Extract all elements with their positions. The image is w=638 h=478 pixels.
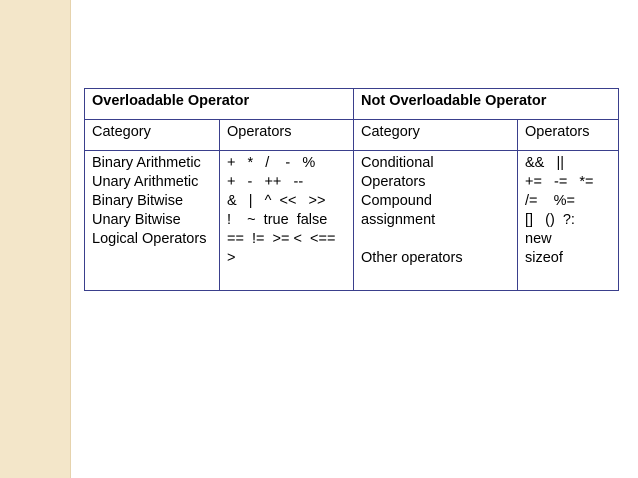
subheader-category-overloadable: Category: [85, 120, 220, 151]
category-item: Operators: [361, 174, 426, 190]
operator-line: /= %=: [525, 193, 575, 209]
overloadable-operators-cell: [220, 151, 354, 291]
spacer: [361, 230, 510, 249]
operator-line: += -= *=: [525, 174, 594, 190]
operator-line: && ||: [525, 155, 564, 171]
category-item: Logical Operators: [92, 231, 207, 247]
category-item: Binary Bitwise: [92, 193, 184, 209]
subheader-operators-not-overloadable: Operators: [518, 120, 619, 151]
operator-line: [] () ?:: [525, 212, 575, 228]
subheader-category-not-overloadable: Category: [354, 120, 518, 151]
category-item: Compound: [361, 193, 432, 209]
left-decorative-bar: [0, 0, 71, 478]
operator-table: [84, 88, 619, 291]
table-subheader-row: [85, 120, 619, 151]
overloadable-categories-cell: [85, 151, 220, 291]
slide: [72, 0, 638, 478]
table-body-row: [85, 151, 619, 291]
operator-line: new: [525, 231, 552, 247]
category-item: Other operators: [361, 250, 463, 266]
category-item: Binary Arithmetic: [92, 155, 201, 171]
header-overloadable: Overloadable Operator: [85, 89, 354, 120]
category-item: Conditional: [361, 155, 434, 171]
operator-line: >: [227, 250, 236, 266]
not-overloadable-categories-cell: [354, 151, 518, 291]
category-item: assignment: [361, 212, 436, 228]
operator-line: == != >= < <==: [227, 231, 336, 247]
operator-line: & | ^ << >>: [227, 193, 326, 209]
operator-line: ! ~ true false: [227, 212, 328, 228]
operator-line: + * / - %: [227, 155, 316, 171]
category-item: Unary Arithmetic: [92, 174, 199, 190]
category-item: Unary Bitwise: [92, 212, 181, 228]
not-overloadable-operators-cell: [518, 151, 619, 291]
header-not-overloadable: Not Overloadable Operator: [354, 89, 619, 120]
table-header-row: [85, 89, 619, 120]
operator-line: + - ++ --: [227, 174, 304, 190]
operator-line: sizeof: [525, 250, 563, 266]
subheader-operators-overloadable: Operators: [220, 120, 354, 151]
